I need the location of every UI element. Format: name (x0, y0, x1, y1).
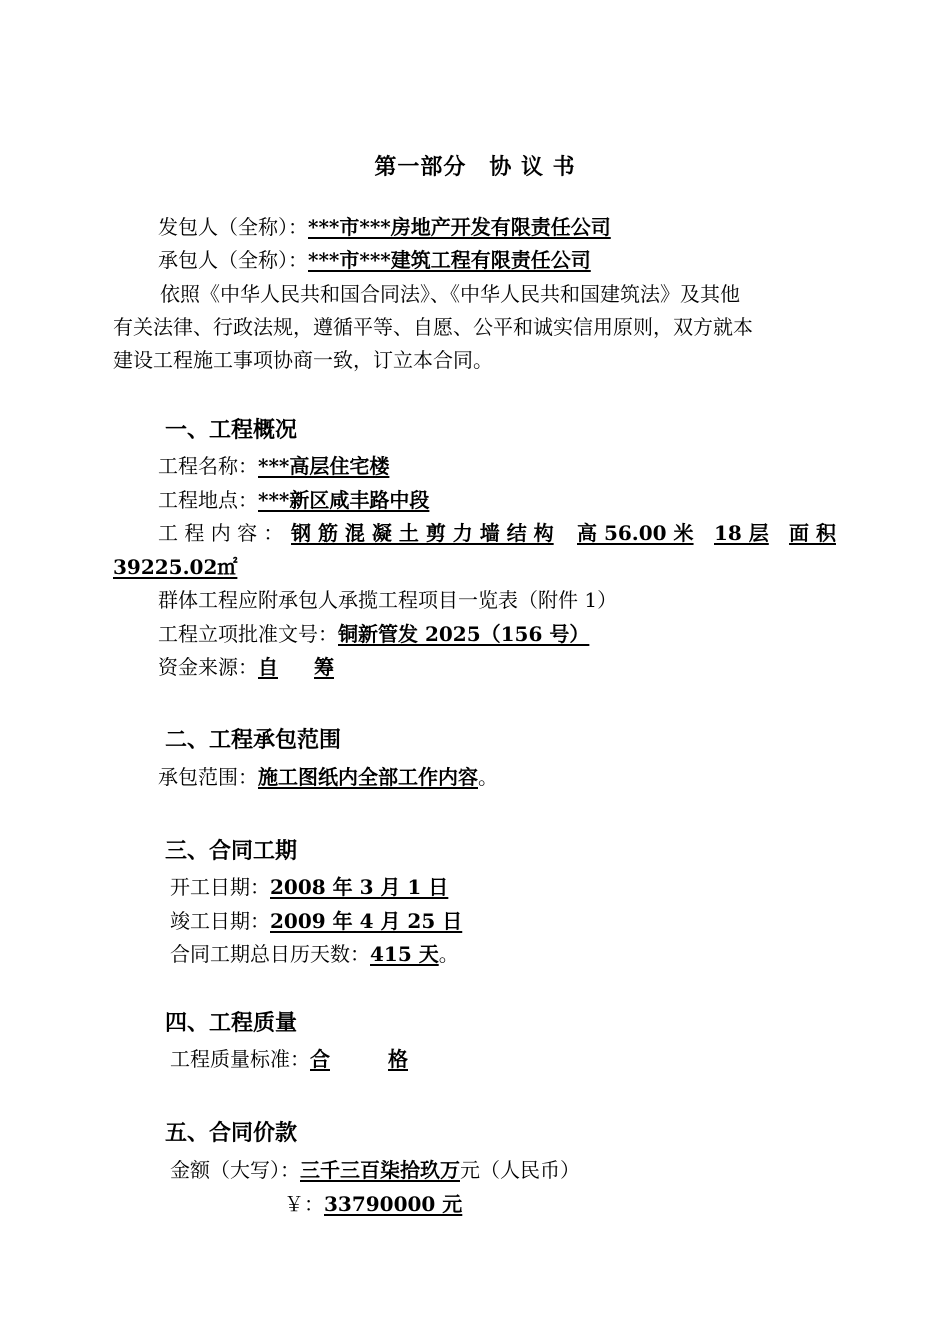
project-content-height: 高 56.00 米 (577, 521, 694, 545)
funding-value (258, 655, 334, 679)
total-days-row (170, 941, 459, 967)
project-location-label: 工程地点： (158, 488, 258, 512)
quality-value (310, 1047, 408, 1071)
project-area-value: 39225.02㎡ (113, 555, 238, 579)
approval-label: 工程立项批准文号： (158, 622, 338, 646)
amount-words-row (170, 1157, 580, 1183)
project-name-label: 工程名称： (158, 454, 258, 478)
start-date-row (170, 874, 448, 900)
section-1-heading: 一、工程概况 (165, 417, 298, 443)
project-name-row (158, 453, 389, 479)
end-date-label: 竣工日期： (170, 909, 270, 933)
amount-figures-label: ￥： (284, 1192, 324, 1216)
project-content-floors: 18 层 (714, 521, 769, 545)
total-days-value: 415 天 (370, 942, 439, 966)
section-2-heading: 二、工程承包范围 (165, 727, 342, 753)
scope-end: 。 (478, 765, 498, 789)
funding-label: 资金来源： (158, 655, 258, 679)
quality-row (170, 1046, 408, 1072)
party-b-row (158, 247, 591, 273)
party-a-label: 发包人（全称）： (158, 215, 308, 239)
party-a-value: ***市***房地产开发有限责任公司 (308, 215, 611, 239)
scope-row (158, 764, 498, 790)
party-b-label: 承包人（全称）： (158, 248, 308, 272)
start-date-label: 开工日期： (170, 875, 270, 899)
total-days-label: 合同工期总日历天数： (170, 942, 370, 966)
project-area-row (113, 554, 237, 580)
end-date-row (170, 908, 462, 934)
party-a-row (158, 214, 611, 240)
section-3-heading: 三、合同工期 (165, 838, 298, 864)
amount-words-unit: 元（人民币） (460, 1158, 580, 1182)
project-content-label: 工 程 内 容 ： (158, 521, 284, 545)
total-days-end: 。 (438, 942, 459, 966)
scope-label: 承包范围： (158, 765, 258, 789)
amount-words-value: 三千三百柒拾玖万 (300, 1158, 460, 1182)
amount-figures-row (284, 1191, 462, 1217)
party-b-value: ***市***建筑工程有限责任公司 (308, 248, 591, 272)
approval-value: 铜新管发 2025（156 号） (338, 622, 590, 646)
group-project-note: 群体工程应附承包人承揽工程项目一览表（附件 1） (158, 588, 618, 612)
amount-figures-value: 33790000 元 (324, 1192, 463, 1216)
project-location-row (158, 487, 429, 513)
scope-value: 施工图纸内全部工作内容 (258, 765, 478, 789)
quality-value-b: 格 (388, 1047, 408, 1071)
funding-value-a: 自 (258, 655, 278, 679)
project-location-value: ***新区咸丰路中段 (258, 488, 430, 512)
funding-value-b: 筹 (314, 655, 334, 679)
project-content-area-label: 面 积 (789, 521, 836, 545)
page-title: 第一部分 协 议 书 (374, 154, 576, 180)
quality-value-a: 合 (310, 1047, 330, 1071)
section-5-heading: 五、合同价款 (165, 1120, 298, 1146)
project-content-structure: 钢 筋 混 凝 土 剪 力 墙 结 构 (291, 521, 554, 545)
preamble-line-1: 依照《中华人民共和国合同法》、《中华人民共和国建筑法》及其他 (160, 282, 740, 306)
end-date-value: 2009 年 4 月 25 日 (270, 909, 463, 933)
project-name-value: ***高层住宅楼 (258, 454, 390, 478)
start-date-value: 2008 年 3 月 1 日 (270, 875, 449, 899)
funding-row (158, 654, 334, 680)
amount-words-label: 金额（大写）： (170, 1158, 300, 1182)
project-content-row (158, 520, 836, 546)
preamble-line-2: 有关法律、行政法规，遵循平等、自愿、公平和诚实信用原则，双方就本 (113, 315, 753, 339)
quality-label: 工程质量标准： (170, 1047, 310, 1071)
section-4-heading: 四、工程质量 (165, 1010, 298, 1036)
preamble-line-3: 建设工程施工事项协商一致，订立本合同。 (113, 348, 493, 372)
approval-row (158, 621, 589, 647)
